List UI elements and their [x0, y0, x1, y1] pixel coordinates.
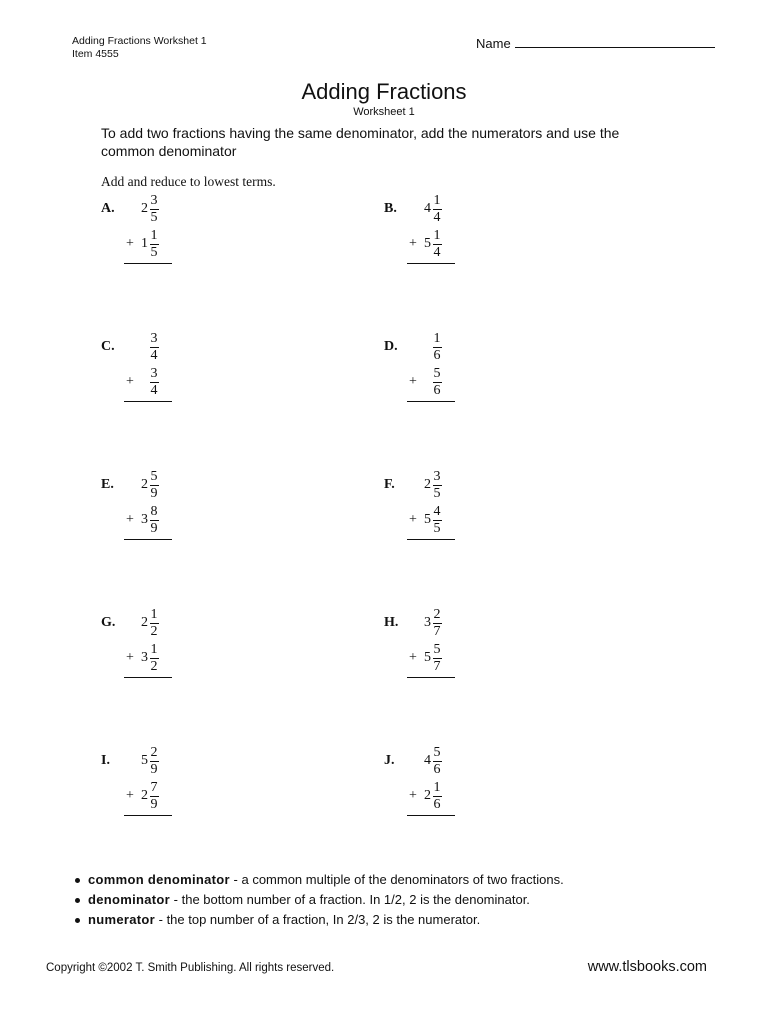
instructions-line-1: To add two fractions having the same denominator, add the numerators and use the [101, 125, 620, 141]
plus-sign: + [409, 236, 417, 251]
top-numerator: 5 [433, 745, 441, 760]
name-label: Name [476, 36, 511, 51]
bottom-denominator: 6 [433, 383, 441, 398]
answer-line [407, 401, 455, 402]
top-addend [384, 606, 504, 641]
answer-line [124, 539, 172, 540]
bottom-numerator: 5 [433, 366, 441, 381]
definition-text: - the bottom number of a fraction. In 1/2, 2 is the denominator. [173, 892, 530, 907]
answer-line [407, 539, 455, 540]
problem-i [101, 744, 384, 882]
top-fraction [148, 331, 160, 364]
bottom-denominator: 9 [150, 521, 158, 536]
bottom-addend [384, 365, 504, 400]
answer-line [124, 401, 172, 402]
top-denominator: 4 [433, 210, 441, 225]
bottom-fraction [148, 504, 160, 537]
plus-sign: + [126, 788, 134, 803]
top-numerator: 2 [150, 745, 158, 760]
bottom-denominator: 7 [433, 659, 441, 674]
top-numerator: 1 [433, 193, 441, 208]
bottom-addend [101, 779, 221, 814]
top-addend [384, 330, 504, 365]
problem-c [101, 330, 384, 468]
bottom-whole-number: 5 [424, 650, 431, 665]
bullet-icon [75, 878, 80, 883]
page-title: Adding Fractions [301, 79, 467, 104]
bottom-fraction [148, 228, 160, 261]
definition-text: - a common multiple of the denominators of two fractions. [233, 872, 564, 887]
bottom-whole-number: 3 [141, 512, 148, 527]
top-denominator: 2 [150, 624, 158, 639]
top-numerator: 2 [433, 607, 441, 622]
bottom-numerator: 3 [150, 366, 158, 381]
bottom-fraction [431, 780, 443, 813]
top-denominator: 5 [150, 210, 158, 225]
top-addend [101, 468, 221, 503]
bottom-denominator: 9 [150, 797, 158, 812]
problem-label: A. [101, 201, 115, 216]
problem-e [101, 468, 384, 606]
bottom-numerator: 8 [150, 504, 158, 519]
top-whole-number: 5 [141, 753, 148, 768]
top-fraction [148, 607, 160, 640]
answer-line [124, 677, 172, 678]
bullet-icon [75, 898, 80, 903]
top-fraction [148, 193, 160, 226]
answer-line [124, 815, 172, 816]
top-denominator: 6 [433, 762, 441, 777]
bottom-addend [101, 503, 221, 538]
top-whole-number: 3 [424, 615, 431, 630]
top-denominator: 7 [433, 624, 441, 639]
top-whole-number: 2 [141, 477, 148, 492]
answer-line [407, 815, 455, 816]
bottom-whole-number: 1 [141, 236, 148, 251]
top-denominator: 5 [433, 486, 441, 501]
plus-sign: + [126, 374, 134, 389]
top-fraction [431, 607, 443, 640]
top-fraction [431, 745, 443, 778]
bottom-addend [384, 503, 504, 538]
problem-label: C. [101, 339, 115, 354]
bottom-fraction [148, 780, 160, 813]
top-whole-number: 4 [424, 753, 431, 768]
top-denominator: 6 [433, 348, 441, 363]
problem-d [384, 330, 667, 468]
bottom-denominator: 5 [433, 521, 441, 536]
top-whole-number: 2 [141, 615, 148, 630]
problem-grid [101, 192, 667, 882]
website-url: www.tlsbooks.com [587, 959, 707, 975]
bottom-whole-number: 5 [424, 236, 431, 251]
bottom-numerator: 4 [433, 504, 441, 519]
top-addend [101, 330, 221, 365]
bottom-denominator: 6 [433, 797, 441, 812]
problem-j [384, 744, 667, 882]
page-subtitle: Worksheet 1 [353, 106, 415, 118]
bottom-numerator: 7 [150, 780, 158, 795]
problem-label: G. [101, 615, 116, 630]
bottom-fraction [431, 366, 443, 399]
bottom-addend [101, 365, 221, 400]
problem-label: F. [384, 477, 395, 492]
top-fraction [431, 469, 443, 502]
top-numerator: 1 [150, 607, 158, 622]
bottom-fraction [431, 642, 443, 675]
definition-term: common denominator [88, 872, 230, 887]
problem-label: B. [384, 201, 397, 216]
directions: Add and reduce to lowest terms. [101, 174, 276, 189]
plus-sign: + [126, 512, 134, 527]
bottom-whole-number: 2 [141, 788, 148, 803]
top-numerator: 1 [433, 331, 441, 346]
answer-line [407, 677, 455, 678]
bottom-denominator: 4 [433, 245, 441, 260]
bottom-addend [384, 779, 504, 814]
top-fraction [431, 193, 443, 226]
top-denominator: 9 [150, 762, 158, 777]
bottom-addend [101, 641, 221, 676]
bottom-addend [384, 641, 504, 676]
top-fraction [148, 469, 160, 502]
bottom-fraction [148, 366, 160, 399]
bottom-addend [101, 227, 221, 262]
definition-term: denominator [88, 892, 171, 907]
definition-item [72, 870, 564, 890]
bottom-numerator: 1 [433, 228, 441, 243]
copyright-notice: Copyright ©2002 T. Smith Publishing. All rights reserved. [46, 962, 335, 974]
answer-line [407, 263, 455, 264]
bottom-addend [384, 227, 504, 262]
item-number: Item 4555 [72, 48, 119, 60]
top-addend [384, 468, 504, 503]
definition-text: - the top number of a fraction, In 2/3, 2 is the numerator. [158, 912, 481, 927]
plus-sign: + [409, 512, 417, 527]
top-addend [384, 192, 504, 227]
worksheet-name: Adding Fractions Workshet 1 [72, 35, 207, 47]
bottom-fraction [148, 642, 160, 675]
top-numerator: 3 [433, 469, 441, 484]
bottom-numerator: 1 [150, 642, 158, 657]
plus-sign: + [409, 788, 417, 803]
worksheet-header [72, 35, 207, 61]
bottom-fraction [431, 228, 443, 261]
definition-item [72, 890, 564, 910]
definition-term: numerator [88, 912, 155, 927]
problem-f [384, 468, 667, 606]
name-blank-line [515, 35, 715, 48]
top-fraction [148, 745, 160, 778]
problem-h [384, 606, 667, 744]
top-numerator: 5 [150, 469, 158, 484]
bottom-whole-number: 3 [141, 650, 148, 665]
problem-label: D. [384, 339, 398, 354]
top-addend [384, 744, 504, 779]
problem-label: E. [101, 477, 114, 492]
plus-sign: + [409, 374, 417, 389]
problem-label: I. [101, 753, 110, 768]
bottom-whole-number: 5 [424, 512, 431, 527]
top-addend [101, 192, 221, 227]
top-denominator: 4 [150, 348, 158, 363]
problem-label: H. [384, 615, 399, 630]
bottom-numerator: 5 [433, 642, 441, 657]
definition-item [72, 910, 564, 930]
top-addend [101, 606, 221, 641]
problem-a [101, 192, 384, 330]
top-numerator: 3 [150, 193, 158, 208]
bottom-numerator: 1 [150, 228, 158, 243]
bottom-whole-number: 2 [424, 788, 431, 803]
bottom-denominator: 2 [150, 659, 158, 674]
plus-sign: + [126, 650, 134, 665]
definitions-list [72, 870, 564, 930]
bottom-denominator: 4 [150, 383, 158, 398]
instructions-line-2: common denominator [101, 143, 237, 159]
problem-b [384, 192, 667, 330]
top-whole-number: 4 [424, 201, 431, 216]
name-area [476, 35, 715, 52]
bottom-fraction [431, 504, 443, 537]
answer-line [124, 263, 172, 264]
top-numerator: 3 [150, 331, 158, 346]
plus-sign: + [409, 650, 417, 665]
bottom-denominator: 5 [150, 245, 158, 260]
problem-g [101, 606, 384, 744]
top-whole-number: 2 [424, 477, 431, 492]
problem-label: J. [384, 753, 395, 768]
plus-sign: + [126, 236, 134, 251]
top-whole-number: 2 [141, 201, 148, 216]
bullet-icon [75, 918, 80, 923]
top-denominator: 9 [150, 486, 158, 501]
instructions [101, 124, 619, 160]
top-fraction [431, 331, 443, 364]
bottom-numerator: 1 [433, 780, 441, 795]
top-addend [101, 744, 221, 779]
